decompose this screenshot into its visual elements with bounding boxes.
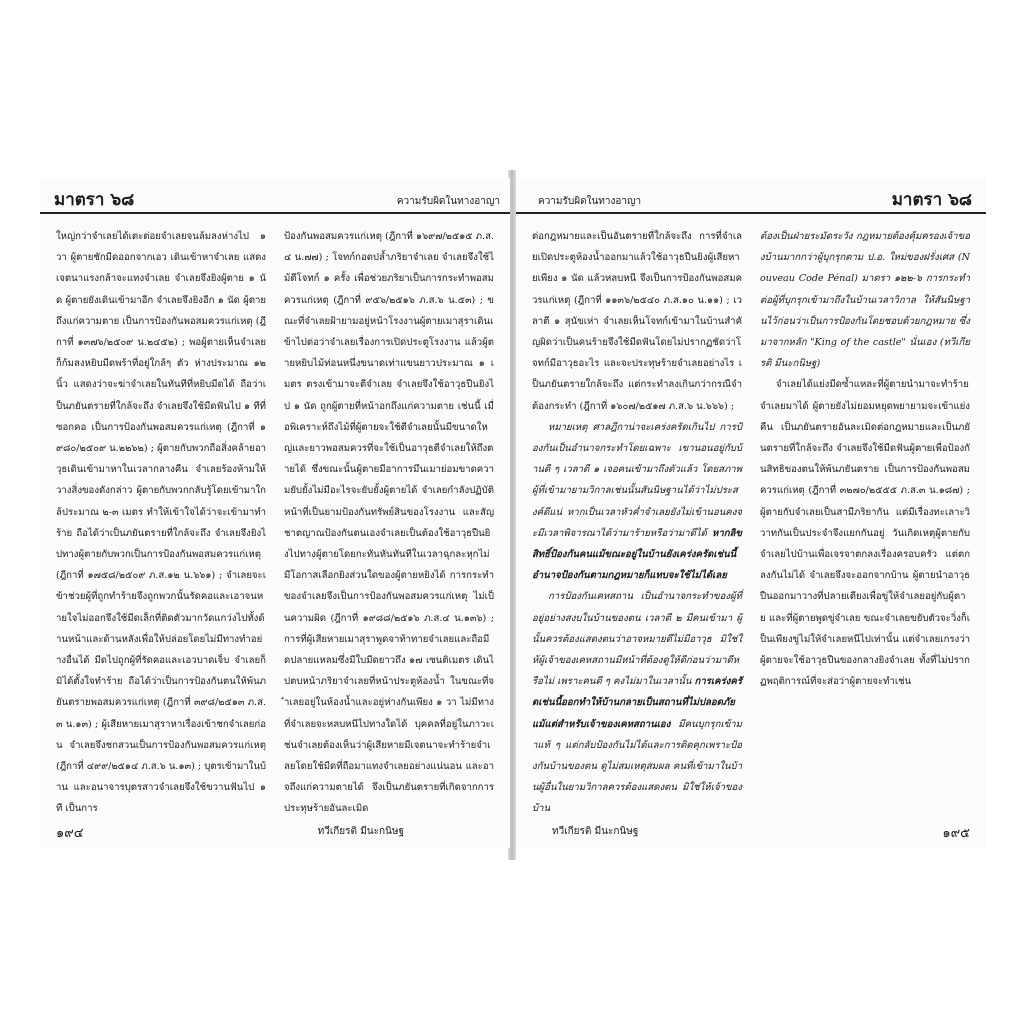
right-column-2: [760, 226, 970, 804]
left-footer-author: ทวีเกียรติ มีนะกนิษฐ: [317, 826, 404, 837]
left-page: [40, 178, 510, 848]
right-page-number: ๑๙๕: [942, 826, 970, 841]
right-section-heading: มาตรา ๖๘: [891, 190, 972, 210]
right-col2-paragraph-note: [760, 226, 970, 374]
right-col1-run-emphasis: การเคร่งครัดเช่นนี้ออกทำให้บ้านกลายเป็นสถานที่ไม่ปลอดภัย แม้แต่สำหรับเจ้าของเคหสถานเอง: [532, 676, 742, 730]
right-col2-run: ต้องเป็นฝ่ายระมัดระวัง กฎหมายต้องคุ้มครองเจ้าของบ้านมากกว่าผู้บุกรุกตาม ป.อ. ใหม่ของฝรั่งเศส (Nouveau Code Pénal) มาตรา ๑๒๒-๖ การกระทำต่อผู้ที่บุกรุกเข้ามาถึงในบ้านเวลาวิกาล ให้สันนิษฐานไว้ก่อนว่าเป็นการป้องกันโดยชอบด้วยกฎหมาย ซึ่งมาจากหลัก "King of the castle" นั่นเอง (ทวีเกียรติ มีนะกนิษฐ): [760, 231, 970, 370]
right-column-1: [532, 226, 742, 815]
right-footer-author: ทวีเกียรติ มีนะกนิษฐ: [552, 826, 639, 837]
right-col1-paragraph-note: [532, 417, 742, 587]
left-column-1: [56, 226, 266, 815]
right-col1-run: การป้องกันเคหสถาน เป็นอำนาจกระทำของผู้ที่อยู่อย่างสงบในบ้านของตน เวลาตี ๒ มีคนเข้ามา ผู้นั้นควรต้องแสดงตนว่าอาจหมายดีไม่มีอาวุธ มิใช่ให้ผู้เจ้าของเคหสถานมีหน้าที่ต้องดูให้ดีก่อนว่ามาดีหรือไม่ เพราะคนดี ๆ คงไม่มาในเวลานั้น: [532, 591, 742, 688]
right-page: [516, 178, 986, 848]
right-col2-paragraph-case: [760, 374, 970, 692]
left-col2-paragraph: ป้องกันพอสมควรแก่เหตุ (ฎีกาที่ ๑๖๙๗/๒๕๑๕ ภ.ส.๔ น.๗๗) ; โจทก์กอดปล้ำภริยาจำเลย จำเลยจึงใช้ไม้ตีโจทก์ ๑ ครั้ง เพื่อช่วยภริยาเป็นการกระทำพอสมควรแก่เหตุ (ฎีกาที่ ๙๕๖/๒๕๑๖ ภ.ส.๖ น.๕๓) ; ขณะที่จำเลยฝ้ายามอยู่หน้าโรงงานผู้ตายเมาสุราเดินเข้าไปต่อว่าจำเลยเรื่องการเปิดประตูโรงงาน แล้วผู้ตายหยิบไม้ท่อนหนึ่งขนาดเท่าแขนยาวประมาณ ๑ เมตร ตรงเข้ามาจะตีจำเลย จำเลยจึงใช้อาวุธปืนยิงไป ๑ นัด ถูกผู้ตายที่หน้าอกถึงแก่ความตาย เช่นนี้ เมื่อพิเคราะห์ถึงไม้ที่ผู้ตายจะใช้ตีจำเลยนั้นมีขนาดใหญ่และยาวพอสมควรที่จะใช้เป็นอาวุธตีจำเลยให้ถึงตายได้ ซึ่งขณะนั้นผู้ตายมีอาการมึนเมาย่อมขาดความยับยั้งไม่มีอะไรจะยับยั้งผู้ตายได้ จำเลยกำลังปฏิบัติหน้าที่เป็นยามป้องกันทรัพย์สินของโรงงาน และสัญชาตญาณป้องกันตนเองจำเลยเป็นต้องใช้อาวุธปืนยิงไปทางผู้ตายโดยกะทันหันทันทีในเวลาฉุกละหุกไม่มีโอกาสเลือกยิงส่วนใดของผู้ตายหยิงได้ การกระทำของจำเลยจึงเป็นการป้องกันพอสมควรแก่เหตุ ไม่เป็นความผิด (ฎีกาที่ ๑๙๘๘/๒๕๑๖ ภ.ส.๔ น.๑๓๖) ; การที่ผู้เสียหายเมาสุราพูดจาท้าทายจำเลยและถือมีดปลายแหลมซึ่งมีใบมีดยาวถึง ๑๗ เซนติเมตร เดินไปตบหน้าภริยาจำเลยที่หน้าประตูห้องน้ำ ในขณะที่จำเลยอยู่ในห้องน้ำและอยู่ห่างกันเพียง ๑ วา ไม่มีทางที่จำเลยจะหลบหนีไปทางใดได้ บุคคลที่อยู่ในภาวะเช่นจำเลยต้องเห็นว่าผู้เสียหายมีเจตนาจะทำร้ายจำเลยโดยใช้มีดที่ถือมาแทงจำเลยอย่างแน่นอน และอาจถึงแก่ความตายได้ จึงเป็นภยันตรายที่เกิดจากการประทุษร้ายอันละเมิด: [284, 231, 494, 815]
left-col1-paragraph: ใหญ่กว่าจำเลยได้เตะต่อยจำเลยจนล้มลงห่างไป ๑ วา ผู้ตายชักมีดออกจากเอว เดินเข้าหาจำเลย แสดงเจตนาแรงกล้าจะแทงจำเลย จำเลยจึงยิงผู้ตาย ๑ นัด ผู้ตายยังเดินเข้ามาอีก จำเลยจึงยิงอีก ๑ นัด ผู้ตายถึงแก่ความตาย เป็นการป้องกันพอสมควรแก่เหตุ (ฎีกาที่ ๑๓๗๖/๒๕๐๙ น.๒๔๕๒) ; พอผู้ตายเห็นจำเลย ก็ก้มลงหยิบมีดพร้าที่อยู่ใกล้ๆ ตัว ห่างประมาณ ๑๒ นิ้ว แสดงว่าจะฆ่าจำเลยในทันทีที่หยิบมีดได้ ถือว่าเป็นภยันตรายที่ใกล้จะถึง จำเลยจึงใช้มีดฟันไป ๑ ทีที่ซอกคอ เป็นการป้องกันพอสมควรแก่เหตุ (ฎีกาที่ ๑๙๘๐/๒๕๐๙ น.๒๒๖๒) ; ผู้ตายกับพวกถือสิ่งคล้ายอาวุธเดินเข้ามาหาในเวลากลางคืน จำเลยร้องห้ามให้วางสิ่งของดังกล่าว ผู้ตายกับพวกกลับรู้โดยเข้ามาใกล้ประมาณ ๒-๓ เมตร ทำให้เข้าใจได้ว่าจะเข้ามาทำร้าย ถือได้ว่าเป็นภยันตรายที่ใกล้จะถึง จำเลยจึงยิงไปทางผู้ตายกับพวกเป็นการป้องกันพอสมควรแก่เหตุ (ฎีกาที่ ๑๗๕๘/๒๕๐๙ ภ.ส.๑๒ น.๖๖๑) ; จำเลยจะเข้าช่วยผู้ที่ถูกทำร้ายจึงถูกพวกนั้นรัดคอและเอาจนหายใจไม่ออกจึงใช้มีดเล็กที่ติดตัวมากวัดแกว่งไปทั้งด้านหน้าและด้านหลังเพื่อให้ปล่อยโดยไม่มีทางทำอย่างอื่นได้ มีดไปถูกผู้ที่รัดคอและเอวบาดเจ็บ จำเลยก็มิได้ตั้งใจทำร้าย ถือได้ว่าเป็นการป้องกันตนให้พ้นภยันตรายพอสมควรแก่เหตุ (ฎีกาที่ ๓๙๘/๒๕๑๓ ภ.ส.๓ น.๑๓) ; ผู้เสียหายเมาสุราหาเรื่องเข้าชกจำเลยก่อน จำเลยจึงชกสวนเป็นการป้องกันพอสมควรแก่เหตุ (ฎีกาที่ ๔๙๙/๒๕๑๔ ภ.ส.๖ น.๑๓) ; บุตรเข้ามาในบ้าน และอนาจารบุตรสาวจำเลยจึงใช้ขวานฟันไป ๑ ที เป็นการ: [56, 231, 266, 815]
right-col1-run-emphasis: หากลิขสิทธิ์ป้องกันคนแม้ขณะอยู่ในบ้านยังเคร่งครัดเช่นนี้ อำนาจป้องกันตามกฎหมายก็แทบจะใช้ไม่ได้เลย: [532, 527, 742, 582]
right-page-header: [516, 178, 986, 214]
right-col1-paragraph-note: [532, 586, 742, 819]
right-col2-run: จำเลยได้แย่งมีดซ้ำแหละที่ผู้ตายนำมาจะทำร้ายจำเลยมาได้ ผู้ตายยังไม่ยอมหยุดพยายามจะเข้าแย่งคืน เป็นภยันตรายอันละเมิดต่อกฎหมายและเป็นภยันตรายที่ใกล้จะถึง จำเลยจึงใช้มีดฟันผู้ตายเพื่อป้องกันสิทธิของตนให้พ้นภยันตราย เป็นการป้องกันพอสมควรแก่เหตุ (ฎีกาที่ ๓๒๗๐/๒๕๕๕ ภ.ส.๓ น.๑๘๗) ; ผู้ตายกับจำเลยเป็นสามีภริยากัน แต่มีเรื่องทะเลาะวิวาทกันเป็นประจำจึงแยกกันอยู่ วันเกิดเหตุผู้ตายกับจำเลยไปบ้านเพื่อเจรจาตกลงเรื่องครอบครัว แต่ตกลงกันไม่ได้ จำเลยจึงจะออกจากบ้าน ผู้ตายนำอาวุธปืนออกมาวางที่ปลายเตียงเพื่อขู่ให้จำเลยอยู่กับผู้ตาย และที่ผู้ตายพูดขู่จำเลย ขณะจำเลยขยับตัวจะวิ่งก็เป็นเพียงขู่ไม่ให้จำเลยหนีไปเท่านั้น แต่จำเลยเกรงว่าผู้ตายจะใช้อาวุธปืนของกลางยิงจำเลย ทั้งที่ไม่ปรากฏพฤติการณ์ที่จะส่อว่าผู้ตายจะทำเช่น: [760, 379, 970, 688]
right-col1-run: หมายเหตุ ศาลฎีกาน่าจะเคร่งครัดเกินไป การป้องกันเป็นอำนาจกระทำโดยเฉพาะ เขานอนอยู่กับบ้านดี ๆ เวลาตี ๑ เจอคนเข้ามาถึงตัวแล้ว โดยสภาพผู้ที่เข้ามายามวิกาลเช่นนั้นสันนิษฐานได้ว่าไม่ประสงค์ดีแน่ หากเป็นเวลาหัวค่ำจำเลยยังไม่เข้านอนคงจะมีเวลาพิจารณาได้ว่ามาร้ายหรือว่ามาดีได้: [532, 421, 742, 539]
right-page-columns: [532, 226, 970, 815]
left-page-columns: [56, 226, 494, 815]
left-column-2: [284, 226, 494, 815]
right-col1-paragraph-case: [532, 226, 742, 417]
left-page-header: [40, 178, 510, 214]
left-section-heading: มาตรา ๖๘: [54, 190, 135, 210]
left-page-number: ๑๙๔: [56, 826, 84, 841]
right-page-footer: [532, 820, 970, 842]
right-running-title: ความรับผิดในทางอาญา: [538, 196, 642, 207]
right-col1-run: มีคนบุกรุกเข้ามาแท้ ๆ แต่กลับป้องกันไม่ได้และการติดคุกเพราะป้องกันบ้านของตน ดูไม่สมเหตุสมผล คนที่เข้ามาในบ้านผู้อื่นในยามวิกาลควรต้องแสดงตน มิใช่ให้เจ้าของบ้าน: [532, 718, 742, 815]
left-page-footer: [56, 820, 494, 842]
left-running-title: ความรับผิดในทางอาญา: [396, 196, 500, 207]
right-col1-run: ต่อกฎหมายและเป็นอันตรายที่ใกล้จะถึง การที่จำเลยเปิดประตูห้องน้ำออกมาแล้วใช้อาวุธปืนยิงผู้เสียหายเพียง ๑ นัด แล้วหลบหนี จึงเป็นการป้องกันพอสมควรแก่เหตุ (ฎีกาที่ ๑๑๓๖/๒๕๔๐ ภ.ส.๑๐ น.๑๑) ; เวลาตี ๑ สุนัขเห่า จำเลยเห็นโจทก์เข้ามาในบ้านสำคัญผิดว่าเป็นคนร้ายจึงใช้มีดฟันโดยไม่ปรากฏชัดว่าโจทก์มีอาวุธอะไร และจะประทุษร้ายจำเลยอย่างไร เป็นภยันตรายใกล้จะถึง แต่กระทำลงเกินกว่ากรณีจำต้องกระทำ (ฎีกาที่ ๑๖๐๗/๒๕๑๗ ภ.ส.๖ น.๖๖๖) ;: [532, 231, 742, 412]
